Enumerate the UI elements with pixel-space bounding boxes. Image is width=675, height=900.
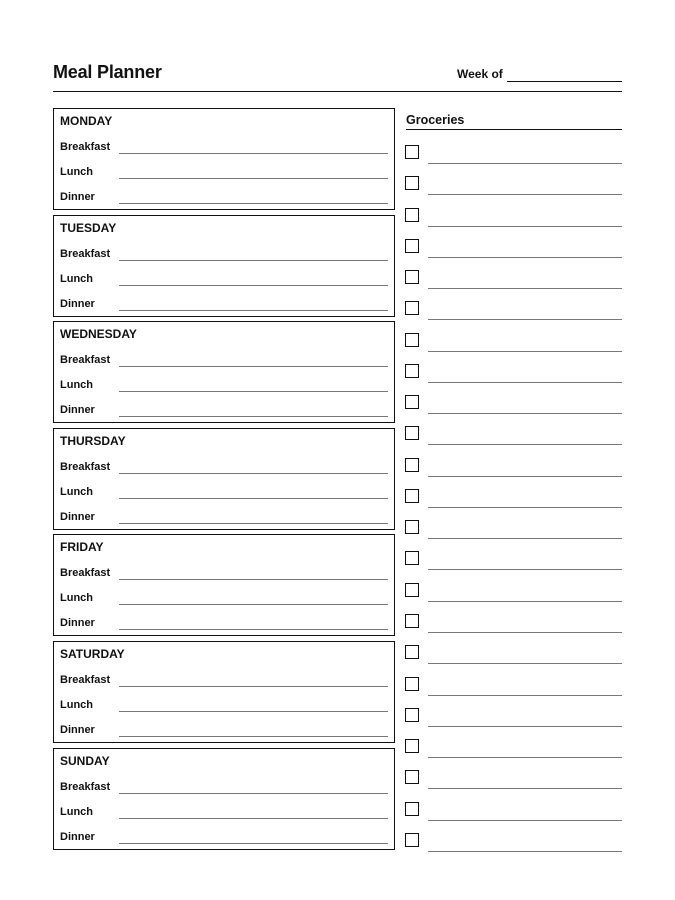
grocery-checkbox[interactable]	[405, 677, 419, 691]
grocery-write-line[interactable]	[428, 319, 622, 320]
grocery-item	[405, 301, 622, 332]
grocery-checkbox[interactable]	[405, 364, 419, 378]
meal-write-line[interactable]	[119, 153, 388, 154]
grocery-item	[405, 770, 622, 801]
meal-write-line[interactable]	[119, 366, 388, 367]
meal-row-breakfast	[60, 140, 388, 154]
grocery-checkbox[interactable]	[405, 770, 419, 784]
page-title: Meal Planner	[53, 62, 162, 82]
meal-write-line[interactable]	[119, 178, 388, 179]
meal-write-line[interactable]	[119, 629, 388, 630]
grocery-item	[405, 426, 622, 457]
meal-label: Lunch	[60, 698, 93, 711]
meal-write-line[interactable]	[119, 310, 388, 311]
grocery-item	[405, 239, 622, 270]
meal-row-dinner	[60, 297, 388, 311]
grocery-checkbox[interactable]	[405, 239, 419, 253]
grocery-write-line[interactable]	[428, 507, 622, 508]
meal-label: Lunch	[60, 166, 93, 178]
meal-write-line[interactable]	[119, 523, 388, 524]
grocery-item	[405, 395, 622, 426]
day-name: MONDAY	[60, 114, 113, 128]
grocery-write-line[interactable]	[428, 601, 622, 602]
grocery-write-line[interactable]	[428, 476, 622, 477]
meal-write-line[interactable]	[119, 604, 388, 605]
meal-label: Lunch	[60, 485, 93, 498]
grocery-list	[405, 145, 622, 864]
grocery-item	[405, 645, 622, 676]
grocery-write-line[interactable]	[428, 226, 622, 227]
grocery-checkbox[interactable]	[405, 176, 419, 190]
meal-row-breakfast	[60, 353, 388, 367]
meal-label: Lunch	[60, 805, 93, 818]
grocery-write-line[interactable]	[428, 695, 622, 696]
meal-label: Breakfast	[60, 354, 111, 367]
meal-row-dinner	[60, 616, 388, 630]
meal-write-line[interactable]	[119, 285, 388, 286]
grocery-item	[405, 145, 622, 176]
meal-label: Breakfast	[60, 780, 111, 793]
grocery-item	[405, 208, 622, 239]
meal-label: Breakfast	[60, 247, 111, 260]
day-name: TUESDAY	[60, 220, 117, 235]
meal-write-line[interactable]	[119, 793, 388, 794]
meal-write-line[interactable]	[119, 260, 388, 261]
grocery-item	[405, 583, 622, 614]
grocery-checkbox[interactable]	[405, 458, 419, 472]
meal-write-line[interactable]	[119, 579, 388, 580]
grocery-write-line[interactable]	[428, 382, 622, 383]
meal-row-lunch	[60, 165, 388, 179]
grocery-checkbox[interactable]	[405, 708, 419, 722]
grocery-checkbox[interactable]	[405, 395, 419, 409]
day-name: SUNDAY	[60, 753, 110, 768]
grocery-write-line[interactable]	[428, 257, 622, 258]
grocery-write-line[interactable]	[428, 288, 622, 289]
grocery-checkbox[interactable]	[405, 614, 419, 628]
day-name: WEDNESDAY	[60, 327, 137, 342]
day-box-friday	[53, 534, 395, 636]
grocery-write-line[interactable]	[428, 757, 622, 758]
meal-label: Breakfast	[60, 567, 111, 580]
grocery-checkbox[interactable]	[405, 583, 419, 597]
meal-label: Breakfast	[60, 460, 111, 473]
meal-write-line[interactable]	[119, 391, 388, 392]
grocery-item	[405, 333, 622, 364]
grocery-checkbox[interactable]	[405, 551, 419, 565]
grocery-item	[405, 739, 622, 770]
meal-label: Lunch	[60, 272, 93, 285]
day-name: SATURDAY	[60, 646, 125, 661]
grocery-checkbox[interactable]	[405, 802, 419, 816]
groceries-divider	[406, 129, 622, 130]
grocery-write-line[interactable]	[428, 194, 622, 195]
grocery-checkbox[interactable]	[405, 520, 419, 534]
grocery-write-line[interactable]	[428, 569, 622, 570]
grocery-write-line[interactable]	[428, 726, 622, 727]
meal-label: Dinner	[60, 191, 95, 203]
day-box-wednesday	[53, 321, 395, 423]
meal-label: Lunch	[60, 592, 93, 605]
meal-write-line[interactable]	[119, 416, 388, 417]
meal-row-lunch	[60, 698, 388, 712]
grocery-write-line[interactable]	[428, 538, 622, 539]
grocery-write-line[interactable]	[428, 351, 622, 352]
meal-write-line[interactable]	[119, 843, 388, 844]
days-column	[53, 108, 395, 854]
day-name: FRIDAY	[60, 540, 104, 555]
grocery-item	[405, 708, 622, 739]
meal-row-dinner	[60, 723, 388, 737]
header-divider	[53, 91, 622, 92]
meal-row-breakfast	[60, 460, 388, 474]
meal-write-line[interactable]	[119, 686, 388, 687]
meal-label: Breakfast	[60, 673, 111, 686]
grocery-write-line[interactable]	[428, 663, 622, 664]
meal-write-line[interactable]	[119, 818, 388, 819]
day-box-sunday	[53, 748, 395, 850]
grocery-write-line[interactable]	[428, 788, 622, 789]
grocery-item	[405, 364, 622, 395]
day-name: THURSDAY	[60, 433, 126, 448]
grocery-checkbox[interactable]	[405, 833, 419, 847]
meal-row-lunch	[60, 378, 388, 392]
grocery-write-line[interactable]	[428, 851, 622, 852]
grocery-write-line[interactable]	[428, 163, 622, 164]
meal-label: Dinner	[60, 830, 95, 843]
grocery-write-line[interactable]	[428, 444, 622, 445]
grocery-checkbox[interactable]	[405, 739, 419, 753]
meal-write-line[interactable]	[119, 473, 388, 474]
meal-row-dinner	[60, 830, 388, 844]
meal-row-lunch	[60, 272, 388, 286]
grocery-checkbox[interactable]	[405, 333, 419, 347]
grocery-checkbox[interactable]	[405, 208, 419, 222]
meal-row-dinner	[60, 403, 388, 417]
groceries-heading: Groceries	[406, 113, 465, 127]
grocery-item	[405, 270, 622, 301]
meal-label: Dinner	[60, 723, 95, 736]
meal-label: Dinner	[60, 404, 95, 417]
meal-write-line[interactable]	[119, 711, 388, 712]
grocery-write-line[interactable]	[428, 820, 622, 821]
grocery-item	[405, 677, 622, 708]
meal-label: Dinner	[60, 297, 95, 310]
day-box-tuesday	[53, 215, 395, 317]
week-of-input-line[interactable]	[507, 81, 622, 82]
meal-row-lunch	[60, 485, 388, 499]
grocery-checkbox[interactable]	[405, 645, 419, 659]
grocery-checkbox[interactable]	[405, 270, 419, 284]
grocery-item	[405, 833, 622, 864]
meal-label: Lunch	[60, 379, 93, 392]
grocery-item	[405, 614, 622, 645]
meal-label: Dinner	[60, 510, 95, 523]
day-box-thursday	[53, 428, 395, 530]
meal-row-breakfast	[60, 566, 388, 580]
day-box-saturday	[53, 641, 395, 743]
meal-label: Breakfast	[60, 141, 111, 153]
grocery-checkbox[interactable]	[405, 426, 419, 440]
meal-row-breakfast	[60, 673, 388, 687]
grocery-item	[405, 802, 622, 833]
meal-row-breakfast	[60, 780, 388, 794]
grocery-item	[405, 489, 622, 520]
meal-write-line[interactable]	[119, 736, 388, 737]
grocery-item	[405, 551, 622, 582]
grocery-checkbox[interactable]	[405, 301, 419, 315]
day-box-monday	[53, 108, 395, 210]
grocery-item	[405, 176, 622, 207]
grocery-write-line[interactable]	[428, 632, 622, 633]
meal-write-line[interactable]	[119, 203, 388, 204]
meal-row-dinner	[60, 510, 388, 524]
meal-label: Dinner	[60, 617, 95, 630]
grocery-write-line[interactable]	[428, 413, 622, 414]
meal-row-lunch	[60, 591, 388, 605]
grocery-checkbox[interactable]	[405, 145, 419, 159]
meal-write-line[interactable]	[119, 498, 388, 499]
grocery-item	[405, 458, 622, 489]
meal-row-lunch	[60, 805, 388, 819]
grocery-item	[405, 520, 622, 551]
week-of-label: Week of	[457, 67, 503, 81]
meal-row-breakfast	[60, 247, 388, 261]
meal-row-dinner	[60, 190, 388, 204]
grocery-checkbox[interactable]	[405, 489, 419, 503]
